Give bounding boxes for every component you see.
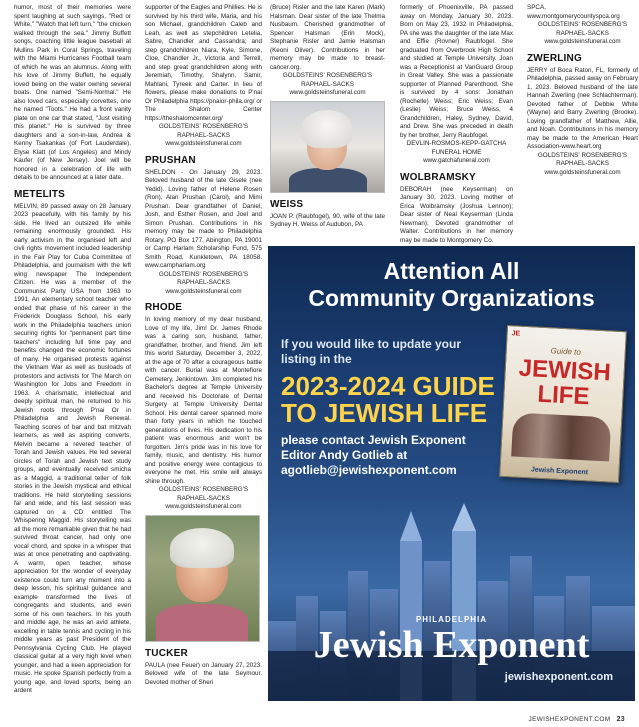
magazine-title-life: LIFE: [536, 380, 591, 411]
obituary-continued-text: formerly of Phoenixville, PA passed away on Monday, January 30, 2023. Born on May 23, 1932 in Philadelphia, PA she was the daughter of the late Max and Effie (Rovner) Raubfogel. She graduated from Overbrook High School and studied at Temple University. Joan was a Receptionist at VanGuard Group in Great Valley. She was a passionate supporter of Planned Parenthood. She is survived by 4 sons: Jonathan (Rochelle) Weiss; Eric Weiss; Evan (Leslie) Weiss; Bruce Weiss, 4 Grandchildren, Haley, Sydney, David, and Drew. She was preceded in death by her brother, Jerry Raubfogel.: [400, 4, 513, 139]
obituary-body-zwerling: JERRY of Boca Raton, FL, formerly of Philadelphia, passed away on February 1, 2023. Beloved husband of the late Hannah Zwerling (nee Schlachterman). Devoted father of Debbie White (Wayne) and Barry Zwerling (Brooke). Loving grandfather of Matthew, Allie, and Noah. Contributions in his memory may be made to the American Heart Association-www.heart.org: [527, 66, 638, 150]
obituary-heading-rhode: RHODE: [145, 302, 183, 313]
obituary-heading-weiss: WEISS: [270, 198, 304, 210]
guide-magazine-cover: [499, 325, 627, 483]
magazine-photo: [511, 412, 611, 461]
magazine-title-jewish: JEWISH: [518, 354, 612, 387]
magazine-masthead: JE: [511, 330, 521, 338]
funeral-home-credit: GOLDSTEINS' ROSENBERG'S RAPHAEL-SACKS www.goldsteinsfuneral.com: [158, 270, 249, 295]
column-5: [527, 4, 638, 246]
obituary-photo-tucker: [145, 515, 260, 642]
obituary-heading-prushan: PRUSHAN: [145, 154, 196, 166]
obituary-body-prushan: SHELDON - On January 29, 2023. Beloved husband of the late Gisele (nee Yedid). Loving father of Helene Rosen (Ron), Alan Prushan (Carol), and Mimi Prushan. Dear grandfather of Daniel, Josh, and Esther Rosen, and Joel and Simon Prushan. Contributions in his memory may be made to Philadelphia Rotary, PO Box 177, Abington, PA 19001 or Camp Harlam Scholarship Fund, 575 Smith Road, Kunkletown, PA 18058. www.campharlam.org: [145, 168, 262, 269]
obituary-body-rhode: In loving memory of my dear husband, Love of my life, Jim! Dr. James Rhode was a caring son, husband, father, grandfather, brother, and friend. Jim left this world Saturday, December 3, 2022, at the age of 70 after a courageous battle with cancer. Burial was at Montefiore Cemetery, Jenkintown. Jim completed his Bachelor's degree at Temple University and received his Doctorate of Dental Surgery at Temple University Dental School. His dental career spanned more than forty years in which he touched generations of lives. His dedication to his patient was enormous and won't be forgotten. Jim's pride was in his love for family, music, and dentistry. His humor and positive energy were contagious to everyone he met. His smile will always shine through.: [145, 316, 262, 485]
obituary-heading-tucker: TUCKER: [145, 647, 188, 659]
ad-email-link[interactable]: agotlieb@jewishexponent.com: [281, 463, 457, 477]
magazine-publisher: Jewish Exponent: [530, 466, 589, 477]
obituary-photo-weiss: [270, 101, 385, 193]
column-2: [145, 4, 262, 716]
footer-site: JEWISHEXPONENT.COM: [528, 716, 611, 723]
ad-copy: [281, 337, 496, 478]
ad-update-text: If you would like to update your listing in the: [281, 337, 462, 366]
column-4: [400, 4, 513, 246]
magazine-guide-to: Guide to: [550, 346, 582, 357]
page-footer: [529, 716, 625, 723]
ad-website-link[interactable]: jewishexponent.com: [504, 671, 613, 683]
funeral-home-credit: DEVLIN-ROSMOS-KEPP-GATCHA FUNERAL HOME www.gatchafuneral.com: [406, 140, 507, 164]
obituary-body-tucker: PAULA (nee Feuer) on January 27, 2023. Beloved wife of the late Seymour. Devoted mother of Sheri: [145, 661, 262, 686]
obituary-heading-metelits: METELITS: [14, 188, 66, 200]
ad-headline: [268, 258, 635, 312]
column-1: [14, 4, 131, 716]
obituary-continued-text: supporter of the Eagles and Phillies. He is survived by his third wife, Maria, and his son Michael, grandchildren Caleb and Leah, as well as stepchildren Letelia, Sabre, Chandler and Cassandra; and step grandchildren Niara, Kyle, Simone, Cloe, Chandler Jr., Victoria and Terrell, and step great grandchildren along with Jeremiah, Timothy, Shalynn, Samir, Mahlani, Tyreek and Carter. In lieu of flowers, please make donations to P'nai Or Philadelphia https://pnaior-phila.org/ or The Shalom Center https://theshalomcenter.org/: [145, 4, 262, 122]
ad-headline-line-2: Community Organizations: [308, 285, 595, 311]
column-3: [270, 4, 385, 246]
obituary-heading-zwerling: ZWERLING: [527, 52, 582, 64]
obituary-heading-wolbramsky: WOLBRAMSKY: [400, 171, 476, 183]
ad-guide-title: 2023-2024 GUIDE TO JEWISH LIFE: [281, 371, 495, 428]
obituary-body-metelits: MELVIN, 89 passed away on 28 January 2023 peacefully, with his family by his side. He lived an outsized life while remaining enormously grounded. His early activism in the organised left and civil rights movement included leadership in the Fair Play for Cuba Committee of Philadelphia, and journalism with the left wing newspaper The Independent Citizen. He was a member of the Communist Party USA from 1963 to 1991. An elementary school teacher who ended that phase of his career in the Frederick Douglass School, his early work in the Philadelphia teachers union securing rights for "permanent part time teachers" including full time pay and benefits changed the economic fortunes of many. He organised protests against the Vietnam War as well as busloads of protestors and activists for The March on Washington for Jobs and Freedom in 1963. A charismatic, intellectual and deeply spiritual man, he returned to his Jewish roots through P'nai Or in Philadelphia and Jewish Renewal. Teaching scores of bar and bat mitzvah learners, as well as aspiring converts, Melvin became a revered teacher of Torah and Jewish values. He led several circles of Torah and Jewish text study groups, and eventually received smicha as a Maggid, a traditional teller of folk stories in the Jewish mystical and ethical traditions. He held storytelling sessions far and wide, and his last session was captured on a CD entitled The Whispering Maggid. His storytelling was all the more remarkable given that he had survived throat cancer, had only one vocal chord, and spoke in a whisper that was at once penetrating and captivating. A warm, open teacher, whose appreciation for the wonder of everyday existence could turn any moment into a deep lesson, his spiritual guidance and example transformed the lives of congregants and students, and even some of his own teachers. In his youth and middle age, he was an avid athlete, excelling in table tennis and cycling in his middle years as past President of the Pennsylvania Cycling Club. He played classical guitar at a very high level when younger, and had a keen appreciation for music. He spoke Spanish perfectly from a young age, and loved sports, being an ardent: [14, 202, 131, 694]
ad-headline-line-1: Attention All: [383, 258, 520, 284]
obituary-body-weiss: JOAN P. (Raubfogel), 90, wife of the late Sydney H. Weiss of Audubon, PA: [270, 212, 385, 228]
logo-philadelphia: PHILADELPHIA: [415, 615, 488, 624]
guide-to-jewish-life-ad[interactable]: [268, 246, 635, 701]
funeral-home-credit: GOLDSTEINS' ROSENBERG'S RAPHAEL-SACKS www.goldsteinsfuneral.com: [158, 123, 249, 147]
obituary-continued-text: SPCA, www.montgomerycountyspca.org: [527, 4, 620, 20]
obituary-continued-text: humor, most of their memories were spent laughing at such sayings, "Red or White," "Watch that left turn," "the chicken walked through the sea." Jimmy Buffett songs, coaching little league baseball at Mullins Park in Coral Springs, traveling with the Miami Hurricanes Football team of which he was an alumnus. Along with his love of Jimmy Buffett, he equally loved being on the water owning several boats. One named "Semi-Normal." He also loved cars, especially corvettes, one he named "Toots." He had a front vanity plate on one car that stated, "Just visiting this planet." He is survived by three daughters and a son-in-law, Andrea & Kenny Tsakankas (of Fort Lauderdale), Elyse Klatt (of Los Angeles) and Mindy Kaufer (of New Jersey). Joel will be honored in a celebration of life with details to be announced at a later date.: [14, 4, 131, 181]
funeral-home-credit: GOLDSTEINS' ROSENBERG'S RAPHAEL-SACKS www.goldsteinsfuneral.com: [537, 21, 628, 45]
page-number: 23: [616, 716, 625, 723]
funeral-home-credit: GOLDSTEINS' ROSENBERG'S RAPHAEL-SACKS www.goldsteinsfuneral.com: [282, 72, 373, 96]
jewish-exponent-logo: Jewish Exponent: [313, 624, 590, 666]
obituary-body-wolbramsky: DEBORAH (nee Keyserman) on January 30, 2023. Loving mother of Erica Wolbramsky (Joshua Lennon); Dear sister of Neal Keyserman (Linda Newman); Devoted grandmother of Walter. Contributions in her memory may be made to Montgomery Co.: [400, 185, 513, 244]
funeral-home-credit: GOLDSTEINS' ROSENBERG'S RAPHAEL-SACKS www.goldsteinsfuneral.com: [158, 486, 249, 510]
ad-contact-text: please contact Jewish Exponent Editor Andy Gotlieb at: [281, 433, 466, 462]
obituary-continued-text: (Bruce) Risler and the late Karen (Mark) Halsman. Dear sister of the late Thelma Nusbaum. Cherished grandmother of Spencer Halsman (Erin Mock), Stephanie Risler and Jamie Halsman (Keoni Oliver). Contributions in her memory may be made to breast-cancer.org.: [270, 4, 385, 71]
funeral-home-credit: GOLDSTEINS' ROSENBERG'S RAPHAEL-SACKS www.goldsteinsfuneral.com: [537, 151, 628, 176]
